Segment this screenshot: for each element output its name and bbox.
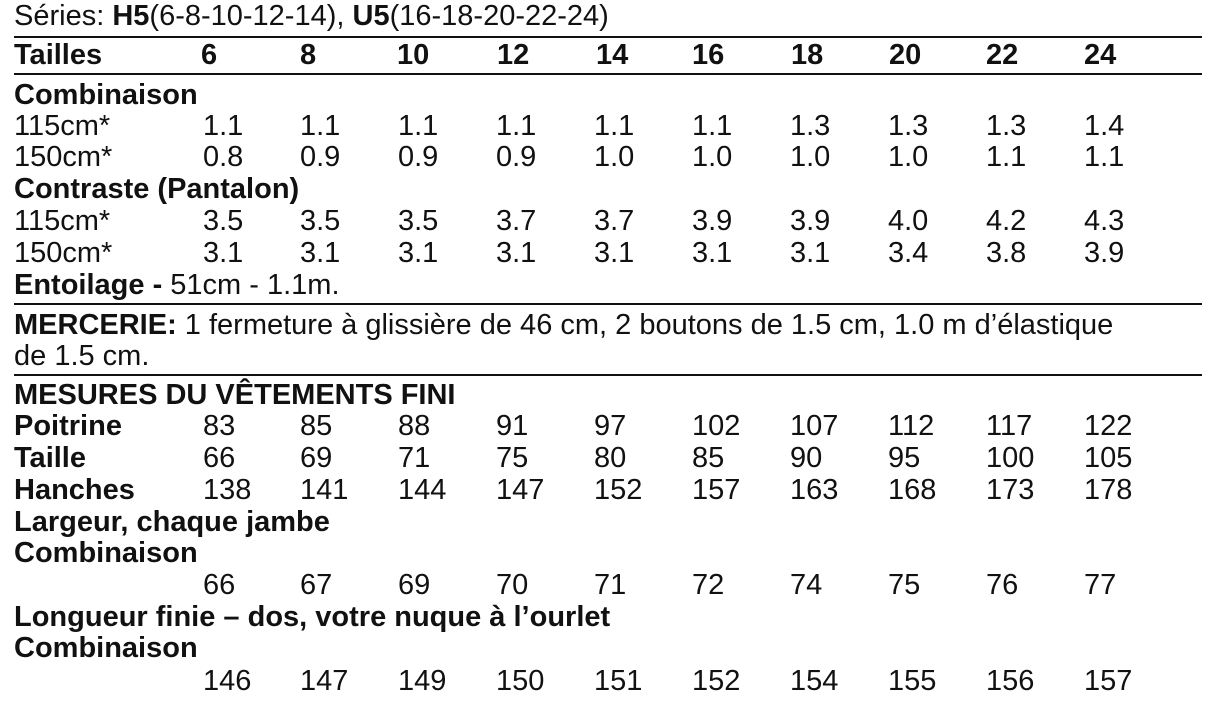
size-header-cell: 22	[986, 39, 1019, 71]
table-cell: 1.1	[300, 110, 341, 142]
table-cell: 3.1	[692, 237, 733, 269]
mercerie-line-1	[14, 309, 1113, 341]
table-cell: 4.2	[986, 205, 1027, 237]
table-cell: 67	[300, 569, 333, 601]
divider-mercerie	[14, 303, 1202, 305]
table-cell: 105	[1084, 442, 1133, 474]
entoilage-value: 51cm - 1.1m.	[170, 269, 340, 301]
table-cell: 0.9	[398, 141, 439, 173]
table-cell: 122	[1084, 410, 1133, 442]
row-label: 115cm*	[14, 110, 111, 142]
table-cell: 102	[692, 410, 741, 442]
table-cell: 0.9	[300, 141, 341, 173]
table-cell: 3.4	[888, 237, 929, 269]
table-cell: 3.1	[496, 237, 537, 269]
measure-label-taille: Taille	[14, 442, 86, 474]
table-cell: 69	[300, 442, 333, 474]
entoilage-label: Entoilage -	[14, 269, 171, 301]
measure-label-hanches: Hanches	[14, 474, 135, 506]
table-cell: 0.8	[203, 141, 244, 173]
table-cell: 1.3	[888, 110, 929, 142]
table-cell: 152	[692, 665, 741, 697]
series-u5-sizes: (16-18-20-22-24)	[389, 0, 609, 32]
table-cell: 3.1	[203, 237, 244, 269]
measurements-title: MESURES DU VÊTEMENTS FINI	[14, 379, 456, 411]
table-cell: 147	[300, 665, 349, 697]
table-cell: 117	[986, 410, 1033, 442]
table-cell: 163	[790, 474, 839, 506]
table-cell: 157	[1084, 665, 1133, 697]
table-cell: 3.1	[594, 237, 635, 269]
table-cell: 66	[203, 442, 236, 474]
table-cell: 149	[398, 665, 447, 697]
table-cell: 85	[300, 410, 333, 442]
table-cell: 156	[986, 665, 1035, 697]
size-header-cell: 8	[300, 39, 317, 71]
table-cell: 1.0	[594, 141, 635, 173]
table-cell: 3.8	[986, 237, 1027, 269]
table-cell: 70	[496, 569, 529, 601]
table-cell: 3.1	[398, 237, 439, 269]
table-cell: 1.4	[1084, 110, 1125, 142]
size-header-cell: 12	[497, 39, 530, 71]
table-cell: 3.7	[594, 205, 635, 237]
table-cell: 1.1	[594, 110, 635, 142]
table-cell: 95	[888, 442, 921, 474]
table-cell: 112	[888, 410, 935, 442]
table-cell: 80	[594, 442, 627, 474]
size-header-cell: 10	[397, 39, 430, 71]
table-cell: 152	[594, 474, 643, 506]
table-cell: 3.1	[300, 237, 341, 269]
table-cell: 4.0	[888, 205, 929, 237]
size-header-cell: 18	[791, 39, 824, 71]
table-cell: 1.0	[888, 141, 929, 173]
table-cell: 100	[986, 442, 1035, 474]
table-cell: 150	[496, 665, 545, 697]
table-cell: 77	[1084, 569, 1117, 601]
series-h5-code: H5	[112, 0, 150, 32]
table-cell: 91	[496, 410, 529, 442]
table-cell: 3.9	[790, 205, 831, 237]
table-cell: 75	[888, 569, 921, 601]
series-line	[14, 0, 609, 32]
table-cell: 71	[398, 442, 431, 474]
mercerie-text: 1 fermeture à glissière de 46 cm, 2 boutons de 1.5 cm, 1.0 m d’élastique	[176, 309, 1114, 341]
longueur-title: Longueur finie – dos, votre nuque à l’ourlet	[14, 601, 611, 633]
table-cell: 83	[203, 410, 236, 442]
table-cell: 138	[203, 474, 252, 506]
table-cell: 146	[203, 665, 252, 697]
table-cell: 3.9	[1084, 237, 1125, 269]
table-cell: 144	[398, 474, 447, 506]
largeur-subtitle: Combinaison	[14, 537, 198, 569]
table-cell: 72	[692, 569, 725, 601]
table-cell: 85	[692, 442, 725, 474]
size-header-cell: 14	[596, 39, 629, 71]
section-title-combinaison: Combinaison	[14, 79, 198, 111]
table-cell: 1.1	[1084, 141, 1125, 173]
table-cell: 76	[986, 569, 1019, 601]
table-cell: 3.7	[496, 205, 537, 237]
table-cell: 3.5	[300, 205, 341, 237]
series-h5-sizes: (6-8-10-12-14),	[149, 0, 353, 32]
table-cell: 1.3	[790, 110, 831, 142]
table-cell: 157	[692, 474, 741, 506]
series-u5-code: U5	[352, 0, 390, 32]
series-prefix: Séries:	[14, 0, 113, 32]
table-cell: 3.1	[790, 237, 831, 269]
divider-measurements	[14, 374, 1202, 376]
size-header-cell: 24	[1084, 39, 1117, 71]
table-cell: 155	[888, 665, 937, 697]
row-label: 115cm*	[14, 205, 111, 237]
section-title-contraste: Contraste (Pantalon)	[14, 173, 300, 205]
table-cell: 154	[790, 665, 839, 697]
table-cell: 69	[398, 569, 431, 601]
table-cell: 107	[790, 410, 839, 442]
table-cell: 3.5	[203, 205, 244, 237]
entoilage-line	[14, 269, 340, 301]
table-cell: 141	[300, 474, 349, 506]
row-label: 150cm*	[14, 237, 113, 269]
sizes-header-label: Tailles	[14, 39, 103, 71]
table-cell: 75	[496, 442, 529, 474]
size-header-cell: 16	[692, 39, 725, 71]
table-cell: 151	[594, 665, 643, 697]
table-cell: 66	[203, 569, 236, 601]
size-header-cell: 6	[201, 39, 218, 71]
table-cell: 74	[790, 569, 823, 601]
largeur-title: Largeur, chaque jambe	[14, 506, 330, 538]
table-cell: 1.1	[496, 110, 537, 142]
table-cell: 1.1	[398, 110, 439, 142]
table-cell: 1.1	[692, 110, 733, 142]
table-cell: 3.5	[398, 205, 439, 237]
row-label: 150cm*	[14, 141, 113, 173]
table-cell: 178	[1084, 474, 1133, 506]
mercerie-label: MERCERIE:	[14, 309, 177, 341]
table-cell: 173	[986, 474, 1035, 506]
longueur-subtitle: Combinaison	[14, 632, 198, 664]
divider-header	[14, 73, 1202, 75]
table-cell: 1.1	[986, 141, 1027, 173]
table-cell: 1.1	[203, 110, 244, 142]
table-cell: 97	[594, 410, 627, 442]
size-header-cell: 20	[889, 39, 922, 71]
table-cell: 1.0	[790, 141, 831, 173]
measure-label-poitrine: Poitrine	[14, 410, 122, 442]
divider-top	[14, 36, 1202, 38]
table-cell: 3.9	[692, 205, 733, 237]
mercerie-line-2: de 1.5 cm.	[14, 340, 150, 372]
table-cell: 90	[790, 442, 823, 474]
table-cell: 88	[398, 410, 431, 442]
table-cell: 168	[888, 474, 937, 506]
table-cell: 1.3	[986, 110, 1027, 142]
table-cell: 147	[496, 474, 545, 506]
table-cell: 0.9	[496, 141, 537, 173]
table-cell: 4.3	[1084, 205, 1125, 237]
table-cell: 1.0	[692, 141, 733, 173]
table-cell: 71	[594, 569, 627, 601]
